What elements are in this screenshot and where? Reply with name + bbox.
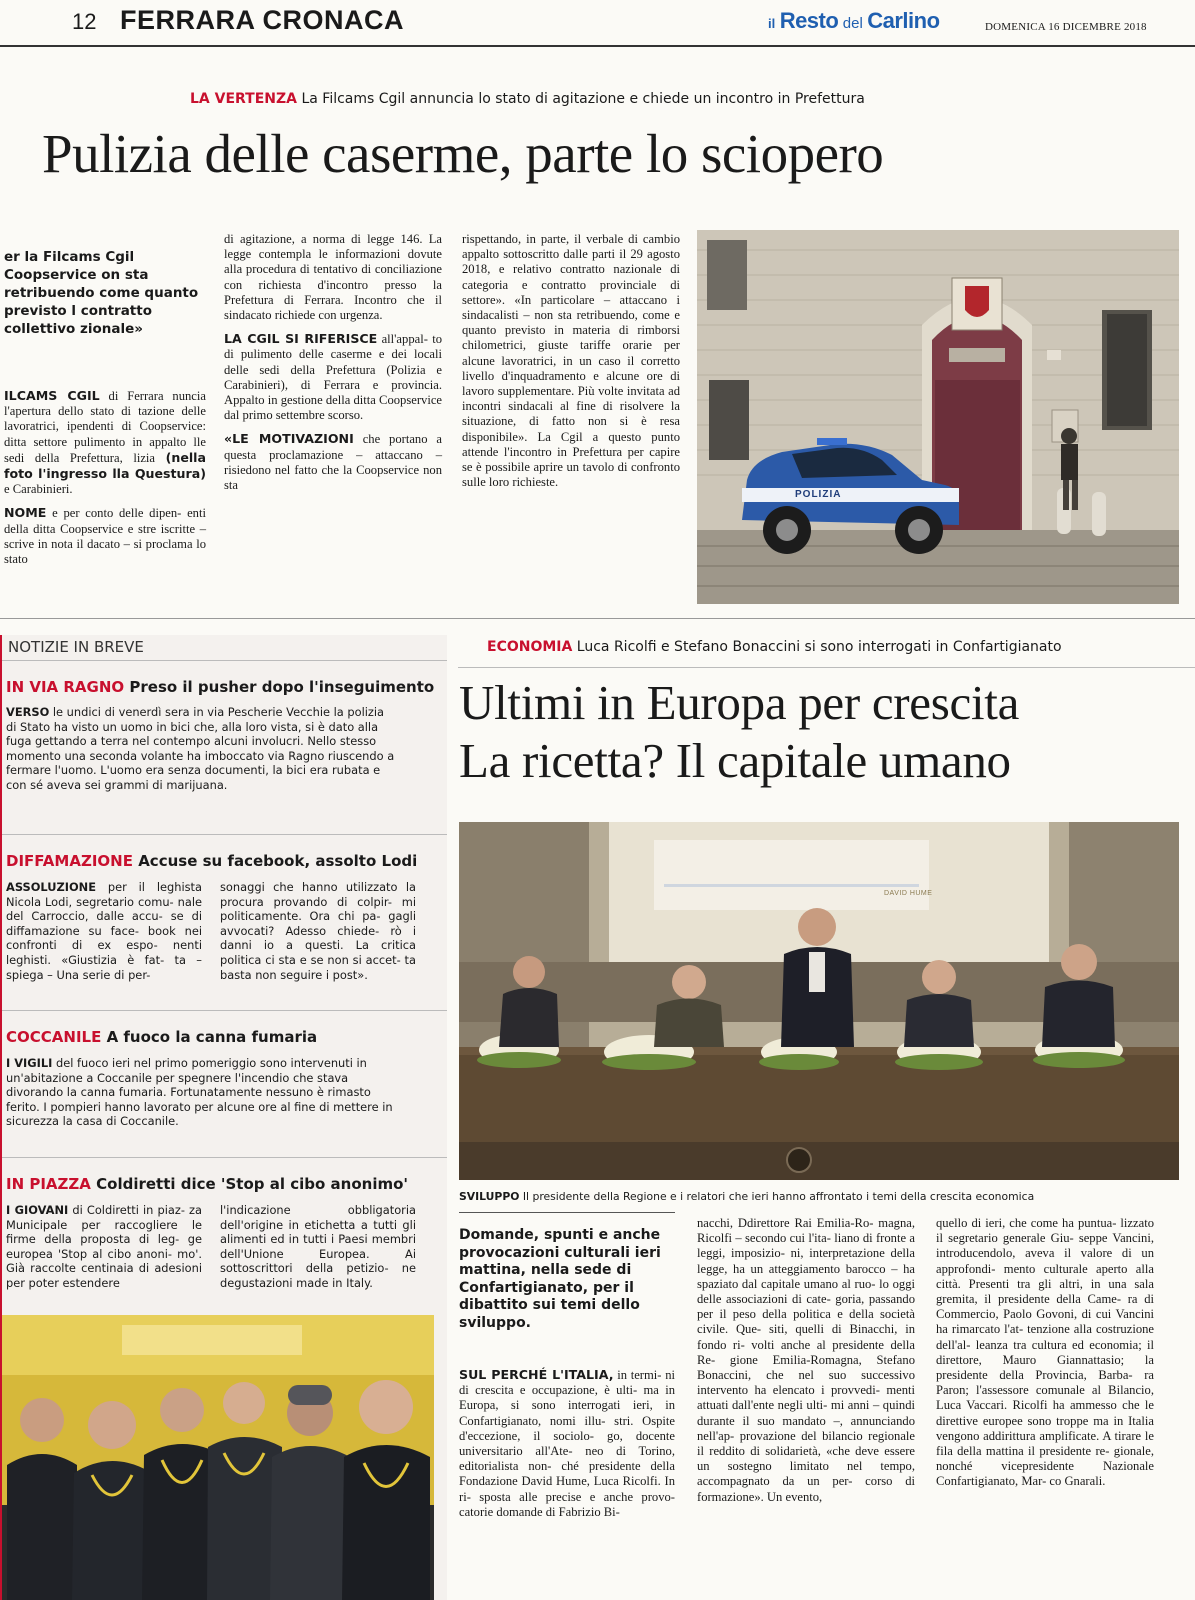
brief-2-text-right: sonaggi che hanno utilizzato la procura provando di colpir- mi politicamente. Ora chi pa- gagli avvocati? Adesso chiede- rò i danni io a questi. La critica politica ci sta e se non si accet- ta basta non seguire i post». [220,880,416,982]
article2-subkicker: Luca Ricolfi e Stefano Bonaccini si sono interrogati in Confartigianato [576,639,1062,655]
article1-col3: rispettando, in parte, il verbale di cambio appalto sottoscritto dalle parti il 29 agosto 2018, e relativo contratto nazionale di categoria e contratto provinciale di settore». «In particolare – attaccano i sindacalisti – non sta retribuendo, come e quanto previsto in materia di rimborsi chilometrici, giuste tariffe orarie per alcune lavoratrici, in un caso il corretto livello d'inquadramento e alcune ore di lavoro supplementare. Più volte invitata ad incontri sindacali al fine di risolvere la situazione, di fatto non si è resa disponibile». La Cgil a questo punto attende l'incontro in Prefettura per capire se è possibile aprire un tavolo di confronto sulle loro richieste. [462,232,680,490]
brief-2-text-left: ASSOLUZIONE per il leghista Nicola Lodi, segretario comu- nale del Carroccio, dalle accu- se di diffamazione su face- book nei confronti di ex espo- nenti leghisti. «Giustizia è fat- ta – spiega – Una serie di per- [6,880,202,982]
coldiretti-illustration [2,1315,434,1600]
page-number: 12 [72,9,97,34]
article2-col1: SUL PERCHÉ L'ITALIA, in termi- ni di crescita e occupazione, è ulti- ma in Europa, si sono interrogati ieri, in Confartigianato, nomi illu- stri. Ospite d'eccezione, il sociolo- go, docente universitario all'Ate- neo di Torino, editorialista non- ché presidente della Fondazione David Hume, Luca Ricolfi. In ri- sposta alle precise e anche provo- catorie domande di Fabrizio Bi- [459,1367,675,1519]
article2-kicker-rule [458,667,1195,668]
police-car-label: POLIZIA [795,489,842,500]
brief-4-text-right: l'indicazione obbligatoria dell'origine in etichetta a tutti gli alimenti ed in tutti i Paesi membri dell'Unione Europea. Ai sottoscrittori della petizio- ne degustazioni made in Italy. [220,1203,416,1290]
article2-caption [459,1190,1034,1203]
brief-3-kicker: COCCANILE [6,1028,102,1046]
page-header [0,0,1195,46]
brief-4-heading [6,1175,408,1193]
issue-date: DOMENICA 16 DICEMBRE 2018 [985,21,1147,33]
caption-lead: SVILUPPO [459,1190,520,1203]
brief-divider [2,1157,447,1158]
article2-photo [459,822,1179,1180]
conference-illustration [459,822,1179,1180]
screen-logo: DAVID HUME [884,890,933,897]
newspaper-logo: il Resto del Carlino [768,8,940,33]
brief-1-kicker: IN VIA RAGNO [6,678,125,696]
brief-3-heading [6,1028,317,1046]
standfirst-rule [459,1212,675,1213]
article1-kicker-line [190,91,865,107]
article1-kicker: LA VERTENZA [190,91,297,107]
article2-kicker-line [487,639,1062,655]
questura-illustration [697,230,1179,604]
article1-headline: Pulizia delle caserme, parte lo sciopero [42,123,884,184]
brief-2-headline: Accuse su facebook, assolto Lodi [138,852,418,870]
article1-col2: di agitazione, a norma di legge 146. La legge contempla le informazioni dovute alla procedura di tentativo di conciliazione con richiesta d'incontro presso la Prefettura di Ferrara. Incontro che il sindacato richiede con urgenza. LA CGIL SI RIFERISCE all'appal- to di pulimento delle caserme e dei locali delle sedi della Prefettura (Polizia e Carabinieri), di Ferrara e provincia. Appalto in gestione della ditta Coopservice dal primo settembre scorso. «LE MOTIVAZIONI che portano a questa proclamazione – attaccano – risiedono nel fatto che la Coopservice non sta [224,232,442,493]
article2-headline-line2: La ricetta? Il capitale umano [459,733,1011,788]
article2-headline [459,674,1019,790]
brief-4-kicker: IN PIAZZA [6,1175,91,1193]
brief-2-kicker: DIFFAMAZIONE [6,852,133,870]
brief-1-heading [6,678,434,696]
briefs-title: NOTIZIE IN BREVE [8,638,144,656]
brief-divider [2,1010,447,1011]
caption-text: Il presidente della Regione e i relatori che ieri hanno affrontato i temi della crescita economica [522,1190,1035,1203]
brief-1-headline: Preso il pusher dopo l'inseguimento [129,678,435,696]
article2-col3: quello di ieri, che come ha puntua- lizzato il segretario generale Giu- seppe Vancini, introducendolo, aveva il valore di un approfondi- mento culturale aperto alla città. Presenti tra gli altri, in una sala gremita, il presidente della Came- ra di Commercio, Paolo Govoni, di cui Vancini ha rimarcato l'at- tenzione alla costruzione dell'al- leanza tra cultura ed economia; il direttore, Mauro Giannattasio; la presidente della Provincia, Barba- ra Paron; l'assessore comunale al Bilancio, Luca Vaccari. Ricolfi ha ammesso che le direttive europee sono troppe ma in Italia vengono addirittura amplificate. A tirare le fila della mattina il presidente re- gionale, nonché vicepresidente Nazionale Confartigianato, Mar- co Gnarali. [936,1216,1154,1489]
briefs-box [0,635,447,1600]
article2-headline-line1: Ultimi in Europa per crescita [459,675,1020,730]
article1-pullquote: er la Filcams Cgil Coopservice on sta retribuendo come quanto previsto l contratto collettivo zionale» [4,249,199,337]
header-rule [0,45,1195,47]
brief-3-text: I VIGILI del fuoco ieri nel primo pomeriggio sono intervenuti in un'abitazione a Coccanile per spegnere l'incendio che stava divorando la canna fumaria. Fortunatamente nessuno è rimasto ferito. I pompieri hanno lavorato per alcune ore al fine di mettere in sicurezza la casa di Coccanile. [6,1056,393,1129]
briefs-title-rule [2,660,447,661]
brief-3-headline: A fuoco la canna fumaria [106,1028,318,1046]
article1-photo [697,230,1179,604]
coldiretti-photo [2,1315,434,1600]
article2-kicker: ECONOMIA [487,639,573,655]
brief-4-headline: Coldiretti dice 'Stop al cibo anonimo' [96,1175,408,1193]
brief-2-heading [6,852,417,870]
article2-col2: nacchi, Ddirettore Rai Emilia-Ro- magna, Ricolfi – secondo cui l'ita- liano di fronte a leggi, imposizio- ni, interpretazione della legge, ha un atteggiamento barocco – ha spaziato dal capitale umano al ruo- lo oggi delle associazioni di cate- goria, passando per il peso della politica e della società civile. Que- siti, quelli di Binacchi, in fondo ri- volti anche al presidente della Re- gione Emilia-Romagna, Stefano Bonaccini, che nel suo successivo intervento ha elencato i provvedi- menti attuati dall'ente negli ulti- mi anni – quindi durante il suo mandato –, annunciando nell'ap- provazione del bilancio regionale il reddito di solidarietà, «che deve essere un sostegno limitato nel tempo, accompagnato da un per- corso di formazione». Un evento, [697,1216,915,1504]
article1-col1: ILCAMS CGIL di Ferrara nuncia l'apertura dello stato di tazione delle lavoratrici, ipendenti di Coopservice: ditta settore pulimento in appalto lle sedi della Prefettura, lizia (nella foto l'ingresso lla Questura) e Carabinieri. NOME e per conto delle dipen- enti della ditta Coopservice e stre iscritte – scrive in nota il dacato – si proclama lo stato [4,388,206,567]
brief-1-text: VERSO le undici di venerdì sera in via Pescherie Vecchie la polizia di Stato ha visto un uomo in bici che, alla loro vista, si è dato alla fuga gettando a terra nel contempo alcuni involucri. Nello stesso momento una seconda volante ha imboccato via Ragno riuscendo a fermare l'uomo. L'uomo era senza documenti, la bici era rubata e con sé aveva sei grammi di marijuana. [6,705,395,792]
brief-4-text-left: I GIOVANI di Coldiretti in piaz- za Municipale per raccogliere le firme della proposta di leg- ge europea 'Stop al cibo anoni- mo'. Già raccolte centinaia di adesioni per poter estendere [6,1203,203,1290]
section-title: FERRARA CRONACA [120,5,404,35]
article2-standfirst: Domande, spunti e anche provocazioni culturali ieri mattina, nella sede di Confartigianato, per il dibattito sui temi dello sviluppo. [459,1227,661,1331]
article1-subkicker: La Filcams Cgil annuncia lo stato di agitazione e chiede un incontro in Prefettura [301,91,865,107]
brief-divider [2,834,447,835]
article1-bottom-rule [0,618,1195,619]
